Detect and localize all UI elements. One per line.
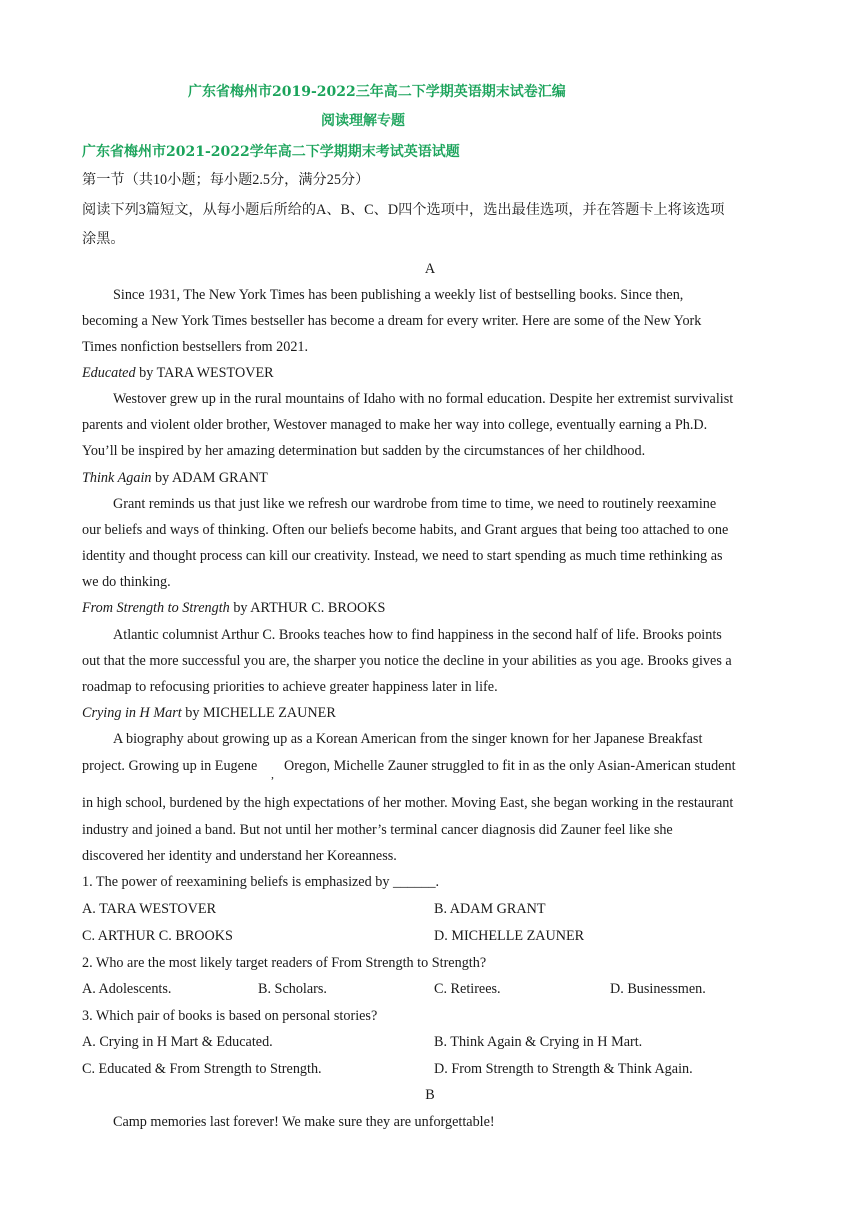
passage-a-intro-line: Since 1931, The New York Times has been publishing a weekly list of bestselling books. Since then, xyxy=(113,287,684,303)
book-author: by ADAM GRANT xyxy=(151,470,268,486)
book-description-line: Oregon, Michelle Zauner struggled to fit in as the only Asian-American student xyxy=(284,758,736,774)
book-description-line: Grant reminds us that just like we refresh our wardrobe from time to time, we need to routinely reexamine xyxy=(113,496,717,512)
option-d: D. From Strength to Strength & Think Again. xyxy=(434,1061,693,1077)
book-description-line: in high school, burdened by the high expectations of her mother. Moving East, she began working in the restaurant xyxy=(82,795,734,811)
collection-subtitle: 阅读理解专题 xyxy=(321,113,405,129)
passage-label-a: A xyxy=(424,261,436,277)
question-stem: 1. The power of reexamining beliefs is emphasized by ______. xyxy=(82,874,440,890)
option-b: B. Scholars. xyxy=(258,981,327,997)
option-c: C. Retirees. xyxy=(434,981,501,997)
book-author: by TARA WESTOVER xyxy=(135,365,274,381)
option-a: A. Crying in H Mart & Educated. xyxy=(82,1034,273,1050)
option-b: B. ADAM GRANT xyxy=(434,901,546,917)
book-description-line: roadmap to refocusing priorities to achieve greater happiness later in life. xyxy=(82,679,498,695)
option-a: A. TARA WESTOVER xyxy=(82,901,217,917)
passage-a-intro-line: Times nonfiction bestsellers from 2021. xyxy=(82,339,309,355)
exam-title: 广东省梅州市2021-2022学年高二下学期期末考试英语试题 xyxy=(82,144,460,160)
book-author: by MICHELLE ZAUNER xyxy=(181,705,336,721)
collection-title: 广东省梅州市2019-2022三年高二下学期英语期末试卷汇编 xyxy=(188,84,566,100)
book-description-line: industry and joined a band. But not until her mother’s terminal cancer diagnosis did Zauner feel like she xyxy=(82,822,673,838)
option-d: D. Businessmen. xyxy=(610,981,706,997)
book-description-line: identity and thought process can kill our creativity. Instead, we need to start spending as much time rethinking as xyxy=(82,548,723,564)
section-heading: 第一节（共10小题；每小题2.5分，满分25分） xyxy=(82,172,370,188)
stray-comma: , xyxy=(271,767,274,781)
book-description-line: we do thinking. xyxy=(82,574,171,590)
question-stem: 3. Which pair of books is based on personal stories? xyxy=(82,1008,378,1024)
book-description-line: You’ll be inspired by her amazing determination but sadden by the circumstances of her childhood. xyxy=(82,443,646,459)
option-c: C. ARTHUR C. BROOKS xyxy=(82,928,233,944)
book-author: by ARTHUR C. BROOKS xyxy=(229,600,386,616)
book-heading xyxy=(82,598,385,618)
book-description-line: A biography about growing up as a Korean American from the singer known for her Japanese Breakfast xyxy=(113,731,703,747)
passage-a-intro-line: becoming a New York Times bestseller has become a dream for every writer. Here are some of the New York xyxy=(82,313,702,329)
book-title: Crying in H Mart xyxy=(82,705,182,721)
section-instruction: 阅读下列3篇短文，从每小题后所给的A、B、C、D四个选项中，选出最佳选项，并在答题卡上将该选项 xyxy=(82,202,725,218)
option-c: C. Educated & From Strength to Strength. xyxy=(82,1061,322,1077)
book-title: From Strength to Strength xyxy=(82,600,230,616)
book-title: Think Again xyxy=(82,470,152,486)
option-a: A. Adolescents. xyxy=(82,981,172,997)
book-heading xyxy=(82,363,274,383)
passage-b-intro: Camp memories last forever! We make sure they are unforgettable! xyxy=(113,1114,495,1130)
book-description-line: project. Growing up in Eugene xyxy=(82,758,258,774)
option-b: B. Think Again & Crying in H Mart. xyxy=(434,1034,643,1050)
book-heading xyxy=(82,468,268,488)
book-title: Educated xyxy=(82,365,136,381)
book-description-line: parents and violent older brother, Westover managed to make her way into college, eventually earning a Ph.D. xyxy=(82,417,708,433)
book-description-line: discovered her identity and understand her Koreanness. xyxy=(82,848,397,864)
passage-label-b: B xyxy=(425,1087,435,1103)
book-description-line: Atlantic columnist Arthur C. Brooks teaches how to find happiness in the second half of life. Brooks points xyxy=(113,627,722,643)
option-d: D. MICHELLE ZAUNER xyxy=(434,928,585,944)
question-stem: 2. Who are the most likely target readers of From Strength to Strength? xyxy=(82,955,487,971)
book-description-line: Westover grew up in the rural mountains of Idaho with no formal education. Despite her extremist survivalist xyxy=(113,391,734,407)
book-description-line: our beliefs and ways of thinking. Often our beliefs become habits, and Grant argues that being too attached to one xyxy=(82,522,729,538)
section-instruction-cont: 涂黑。 xyxy=(82,231,125,247)
book-description-line: out that the more successful you are, the sharper you notice the decline in your abilities as you age. Brooks gives a xyxy=(82,653,732,669)
book-heading xyxy=(82,703,336,723)
